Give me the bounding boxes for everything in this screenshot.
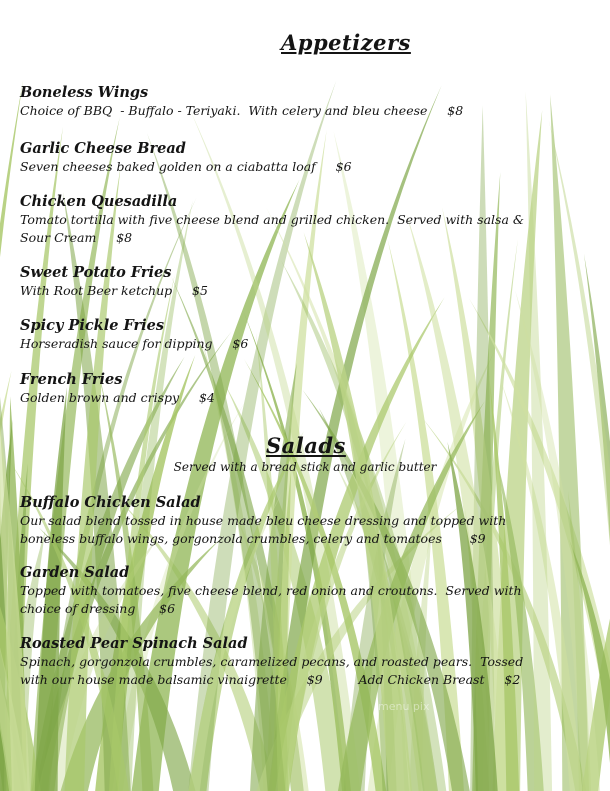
menu-item — [20, 193, 580, 246]
item-name: Chicken Quesadilla — [20, 193, 178, 210]
item-description — [20, 389, 580, 407]
item-price: $8 — [116, 229, 133, 245]
item-price: $6 — [159, 600, 176, 616]
description-text: Seven cheeses baked golden on a ciabatta loaf — [20, 159, 316, 174]
item-description — [20, 102, 580, 120]
item-price: $9 — [306, 671, 323, 687]
item-name: Garlic Cheese Bread — [20, 140, 186, 157]
item-name: Sweet Potato Fries — [20, 264, 172, 281]
item-description — [20, 653, 580, 688]
description-text: Topped with tomatoes, five cheese blend, red onion and croutons. Served with choice of dressing — [20, 583, 522, 616]
salads-heading: Salads — [266, 433, 346, 458]
addon-price: $2 — [504, 671, 521, 687]
menu-item — [20, 84, 580, 120]
item-description — [20, 158, 580, 176]
item-price: $9 — [469, 530, 486, 546]
menu-item — [20, 317, 580, 353]
addon-label: Add Chicken Breast — [358, 671, 485, 687]
item-name: Spicy Pickle Fries — [20, 317, 165, 334]
menu-item — [20, 140, 580, 176]
description-text: Tomato tortilla with five cheese blend and grilled chicken. Served with salsa & Sour Cream — [20, 212, 525, 245]
item-name: Boneless Wings — [20, 84, 149, 101]
item-description — [20, 282, 580, 300]
item-price: $6 — [335, 159, 352, 174]
item-price: $6 — [232, 336, 249, 351]
item-description — [20, 211, 580, 246]
item-price: $8 — [447, 103, 464, 118]
salads-subtitle: Served with a bread stick and garlic butter — [173, 460, 437, 474]
item-name: French Fries — [20, 371, 123, 388]
item-price: $4 — [198, 390, 215, 405]
watermark: menu pix — [378, 700, 430, 713]
description-text: With Root Beer ketchup — [20, 283, 173, 298]
menu-item — [20, 564, 580, 617]
item-name: Buffalo Chicken Salad — [20, 494, 201, 511]
description-text: Choice of BBQ - Buffalo - Teriyaki. With celery and bleu cheese — [20, 103, 428, 118]
item-description — [20, 335, 580, 353]
menu-item — [20, 635, 580, 688]
item-description — [20, 512, 580, 547]
item-price: $5 — [192, 283, 208, 298]
appetizers-heading: Appetizers — [281, 30, 411, 55]
item-name: Roasted Pear Spinach Salad — [20, 635, 248, 652]
description-text: Our salad blend tossed in house made bleu cheese dressing and topped with boneless buffalo wings, gorgonzola crumbles, celery and tomatoes — [20, 513, 507, 546]
description-text: Spinach, gorgonzola crumbles, caramelized pecans, and roasted pears. Tossed with our house made balsamic vinaigrette — [20, 654, 524, 687]
menu-item — [20, 264, 580, 300]
menu-item — [20, 371, 580, 407]
menu-item — [20, 494, 580, 547]
description-text: Golden brown and crispy — [20, 390, 180, 405]
description-text: Horseradish sauce for dipping — [20, 336, 213, 351]
item-description — [20, 582, 580, 617]
item-name: Garden Salad — [20, 564, 130, 581]
